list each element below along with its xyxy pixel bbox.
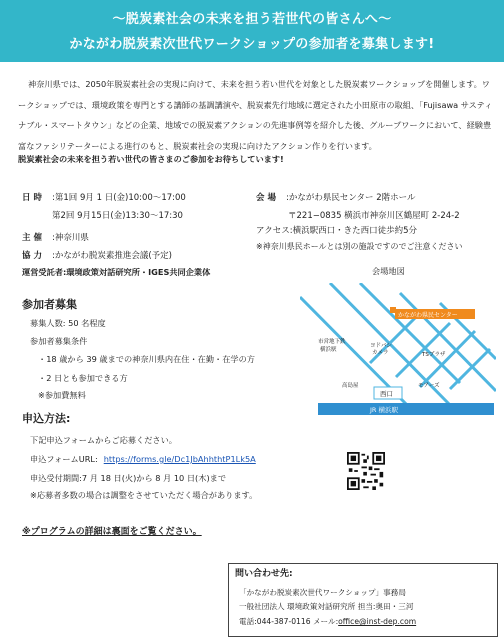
contact-org: 一般社団法人 環境政策対話研究所 担当:奥田・三河 (239, 602, 414, 611)
apply-form-label: 申込フォームURL: (30, 454, 98, 464)
map-title: 会場地図 (372, 266, 405, 276)
contact-tel-row (239, 617, 416, 627)
date-label: 日 時 (22, 193, 42, 203)
date-row-1 (22, 193, 252, 204)
date-1: :第1回 9月 1 日(金)10:00〜17:00 (52, 193, 186, 203)
map-station-bar (318, 403, 494, 415)
venue-access: アクセス:横浜駅西口・きた西口徒歩約5分 (256, 226, 418, 236)
map-venue-dot (390, 307, 396, 313)
venue-note: ※神奈川県民ホールとは別の施設ですのでご注意ください (256, 242, 463, 251)
apply-instruction: 下記申込フォームからご応募ください。 (30, 435, 177, 445)
host-value: :神奈川県 (52, 233, 89, 243)
contact-tel: 電話:044-387-0116 メール: (239, 617, 339, 626)
recruit-condition-2: ・2 日とも参加できる方 (38, 373, 128, 383)
recruit-fee: ※参加費無料 (38, 390, 86, 400)
apply-period: 申込受付期間:7 月 18 日(火)から 8 月 10 日(木)まで (30, 473, 227, 483)
recruit-conditions-title: 参加者募集条件 (30, 336, 88, 346)
map-mores-label: モアーズ (418, 383, 440, 389)
venue-address: 〒221−0835 横浜市神奈川区鶴屋町 2-24-2 (288, 211, 460, 221)
map-yodobashi-label: ヨドバシ (370, 343, 392, 349)
coop-label: 協 力 (22, 251, 42, 261)
intro-paragraph: 神奈川県では、2050年脱炭素社会の実現に向けて、未来を担う若い世代を対象とした脱炭素ワークショップを開催します。ワークショップでは、環境政策を専門とする講師の基調講演や、脱炭素先行地域に選定された小田原市の取組、「Fujisawa サスティナブル・スマートタウン」などの企業、地域での脱炭素アクションの先進事例等を紹介した後、グループワークにおいて、経験豊富なファシリテーターによる進行のもと、脱炭素社会の実現に向けたアクション作りを行います。 (18, 79, 493, 151)
banner-title: かながわ脱炭素次世代ワークショップの参加者を募集します! (69, 37, 435, 52)
contact-email-link[interactable]: office@inst-dep.com (338, 617, 417, 626)
contact-heading: 問い合わせ先: (235, 569, 293, 579)
venue-map (300, 283, 496, 421)
detail-note: ※プログラムの詳細は裏面をご覧ください。 (22, 527, 202, 537)
map-takashimaya-label: 高島屋 (342, 383, 359, 389)
contact-box (228, 563, 498, 637)
map-plaza-label: TSプラザ (422, 352, 446, 358)
map-venue-label: かながわ県民センター (398, 312, 458, 319)
banner-subtitle: 〜脱炭素社会の未来を担う若世代の皆さんへ〜 (112, 12, 392, 27)
apply-form-row (30, 454, 256, 465)
map-west-exit-label: 西口 (380, 390, 393, 398)
apply-form-link[interactable]: https://forms.gle/Dc1JbAhhthtP1Lk5A (103, 454, 256, 464)
coop-value: :かながわ脱炭素推進会議(予定) (52, 251, 172, 261)
venue-row (256, 193, 415, 204)
recruit-heading: 参加者募集 (22, 298, 77, 311)
recruit-condition-1: ・18 歳から 39 歳までの神奈川県内在住・在勤・在学の方 (38, 354, 255, 364)
apply-heading: 申込方法: (22, 412, 71, 425)
qr-code[interactable] (347, 452, 385, 490)
invite-text: 脱炭素社会の未来を担う若い世代の皆さまのご参加をお待ちしています! (18, 154, 284, 164)
venue-name: :かながわ県民センター 2階ホール (286, 193, 416, 203)
apply-note: ※応募者多数の場合は調整をさせていただく場合があります。 (30, 490, 258, 500)
operator-text: 運営受託者:環境政策対話研究所・IGES共同企業体 (22, 267, 211, 277)
venue-label: 会 場 (256, 193, 276, 203)
map-subway-label: 市営地下鉄 (318, 339, 346, 345)
header-banner (0, 0, 504, 62)
recruit-count: 募集人数: 50 名程度 (30, 318, 106, 328)
map-station-label: JR 横浜駅 (370, 406, 398, 414)
date-row-2 (22, 211, 252, 222)
host-row (22, 233, 252, 244)
date-2: 第2回 9月15日(金)13:30〜17:30 (52, 211, 183, 221)
host-label: 主 催 (22, 233, 42, 243)
map-yodobashi-label-2: カメラ (372, 350, 389, 356)
contact-office: 「かながわ脱炭素次世代ワークショップ」事務局 (239, 588, 406, 597)
coop-row (22, 251, 252, 262)
map-subway-label-2: 横浜駅 (320, 347, 337, 353)
